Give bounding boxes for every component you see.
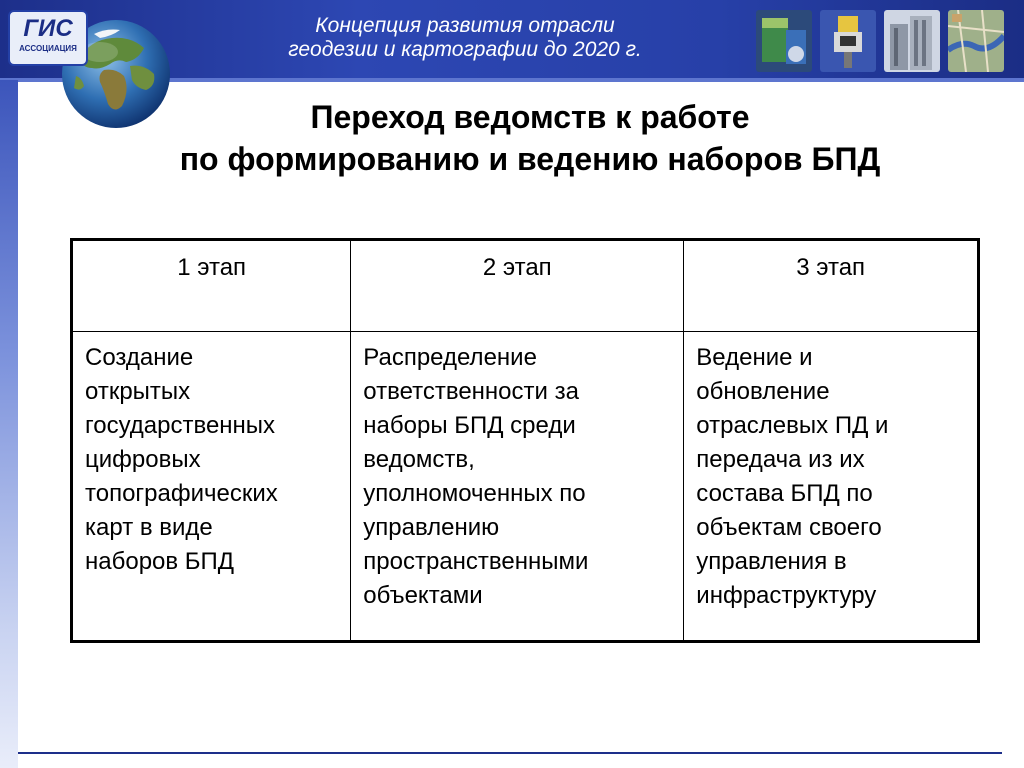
cell-stage-1 [72,332,351,642]
header-stage-1: 1 этап [72,240,351,332]
banner-title [200,14,730,62]
software-box-image [756,10,812,72]
cell-line: инфраструктуру [696,582,877,609]
cell-line: Распределение [363,344,537,371]
cell-line: Ведение и [696,344,813,371]
cell-line: Создание [85,344,194,371]
cell-line: цифровых [85,446,201,473]
cell-line: управлению [363,514,500,541]
header-thumbnails [756,10,1006,72]
header-stage-2: 2 этап [351,240,684,332]
logo-sub-text: АССОЦИАЦИЯ [19,44,77,53]
cell-line: передача из их [696,446,865,473]
cell-line: наборы БПД среди [363,412,576,439]
table-header-row [72,240,979,332]
cell-line: пространственными [363,548,589,575]
slide-title [80,96,980,180]
logo-main-text: ГИС [23,15,73,42]
left-stripe [0,80,18,768]
cell-line: карт в виде [85,514,213,541]
cell-line: уполномоченных по [363,480,586,507]
cell-line: состава БПД по [696,480,873,507]
cell-line: обновление [696,378,830,405]
banner-title-line-2: геодезии и картографии до 2020 г. [288,38,642,61]
cell-line: ведомств, [363,446,475,473]
slide-title-line-1: Переход ведомств к работе [310,99,750,135]
cell-line: топографических [85,480,278,507]
cell-line: объектами [363,582,483,609]
building-image [884,10,940,72]
gis-association-logo [8,10,88,66]
cell-line: управления в [696,548,847,575]
slide-title-line-2: по формированию и ведению наборов БПД [179,141,881,177]
surveying-instrument-image [820,10,876,72]
table-row [72,332,979,642]
cell-line: объектам своего [696,514,882,541]
cell-stage-3 [684,332,979,642]
cell-stage-2 [351,332,684,642]
cell-line: отраслевых ПД и [696,412,889,439]
map-image [948,10,1004,72]
bottom-divider [18,752,1002,754]
stages-table [70,238,980,643]
cell-line: ответственности за [363,378,579,405]
cell-line: государственных [85,412,276,439]
banner-title-line-1: Концепция развития отрасли [315,14,615,37]
cell-line: наборов БПД [85,548,235,575]
cell-line: открытых [85,378,191,405]
header-stage-3: 3 этап [684,240,979,332]
